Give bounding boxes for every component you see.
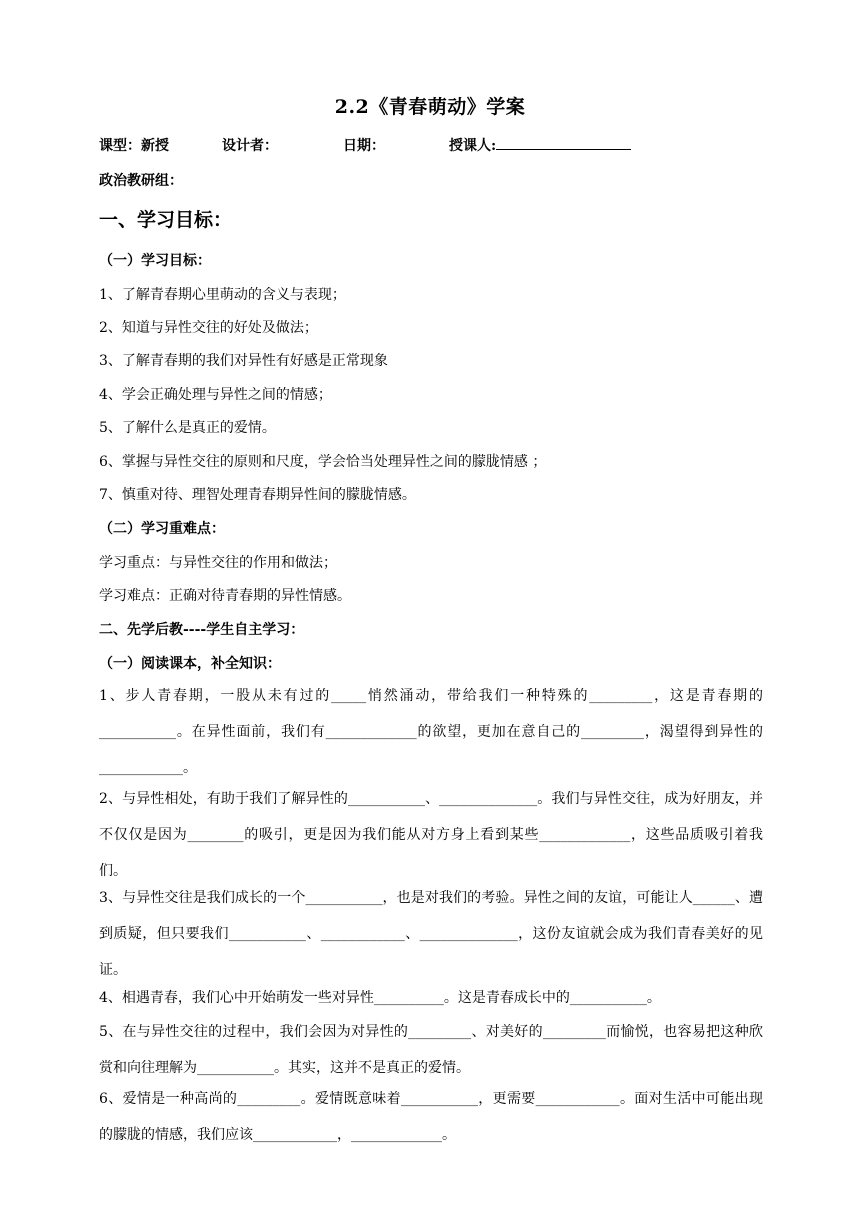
goal-item: 6、掌握与异性交往的原则和尺度，学会恰当处理异性之间的朦胧情感 ； [99,454,547,470]
date-label: 日期： [343,138,385,154]
fill-in-question: 5、在与异性交往的过程中，我们会因为对异性的_________、对美好的_________而愉悦，也容易把这种欣赏和向往理解为___________。其实，这并不是真正的爱情。 [99,1024,763,1076]
fill-in-question: 1、步人青春期，一股从未有过的_____悄然涌动，带给我们一种特殊的_________，这是青春期的___________。在异性面前，我们有_____________的欲望，更加在意自己的_________，渴望得到异性的____________。 [99,688,763,776]
goal-item: 3、了解青春期的我们对异性有好感是正常现象 [99,353,388,369]
document-title: 2.2《青春萌动》学案 [334,96,526,118]
designer-label: 设计者： [222,138,278,154]
goal-item: 5、了解什么是真正的爱情。 [99,420,276,436]
group-label: 政治教研组： [99,173,183,189]
goal-item: 4、学会正确处理与异性之间的情感； [99,387,332,403]
fill-in-question: 6、爱情是一种高尚的_________。爱情既意味着___________，更需要____________。面对生活中可能出现的朦胧的情感，我们应该____________，_____________。 [99,1091,763,1143]
course-type: 课型：新授 [99,138,169,154]
section1-sub1: （一）学习目标： [99,253,211,269]
difficulty-point: 学习难点：正确对待青春期的异性情感。 [99,588,351,604]
section2-heading: 二、先学后教----学生自主学习： [99,622,305,638]
goal-item: 1、了解青春期心里萌动的含义与表现； [99,287,346,303]
teacher-field [449,135,631,155]
goal-item: 2、知道与异性交往的好处及做法； [99,320,318,336]
section2-sub1: （一）阅读课本，补全知识： [99,656,281,672]
fill-in-question: 2、与异性相处，有助于我们了解异性的___________、______________。我们与异性交往，成为好朋友，并不仅仅是因为________的吸引，更是因为我们能从对方身上看到某些_____________，这些品质吸引着我们。 [99,791,763,879]
fill-in-question: 3、与异性交往是我们成长的一个___________，也是对我们的考验。异性之间的友谊，可能让人______、遭到质疑，但只要我们___________、____________、______________，这份友谊就会成为我们青春美好的见证。 [99,890,763,978]
key-point: 学习重点：与异性交往的作用和做法； [99,555,337,571]
section1-sub2: （二）学习重难点： [99,521,225,537]
section1-heading: 一、学习目标： [99,209,233,231]
fill-in-question: 4、相遇青春，我们心中开始萌发一些对异性__________。这是青春成长中的___________。 [99,990,661,1006]
teacher-blank-line [496,135,631,150]
goal-item: 7、慎重对待、理智处理青春期异性间的朦胧情感。 [99,487,416,503]
teacher-label: 授课人: [449,138,497,154]
